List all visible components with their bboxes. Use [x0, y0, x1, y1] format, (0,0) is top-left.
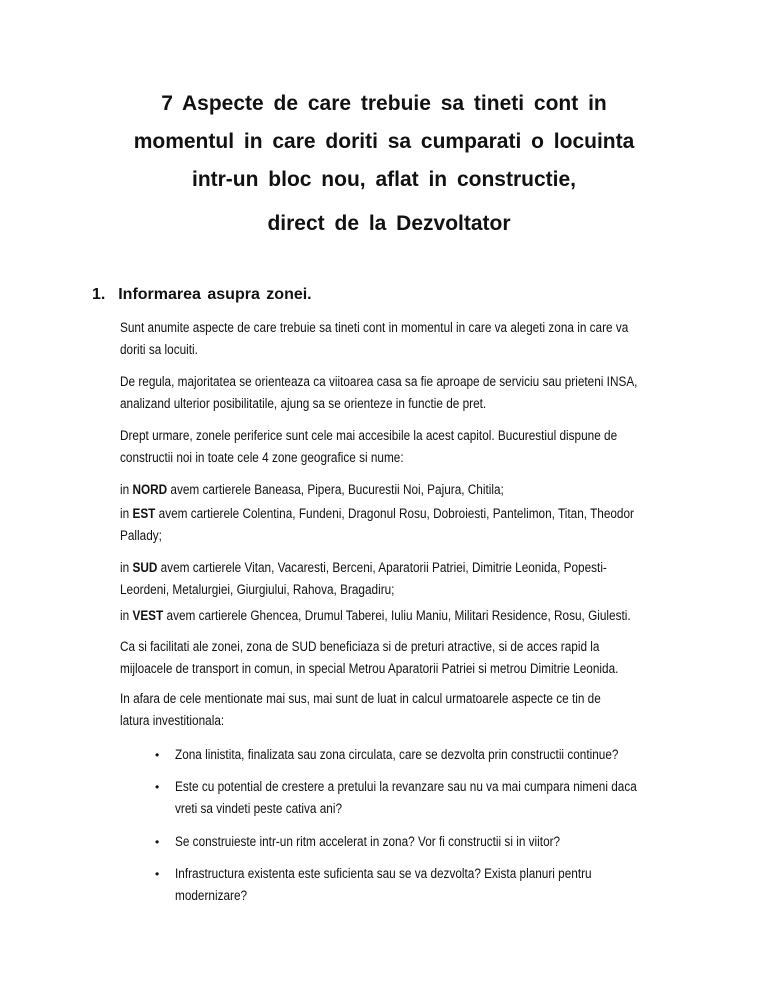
paragraph-line: Sunt anumite aspecte de care trebuie sa tineti cont in momentul in care va alegeti zona in care va [120, 320, 629, 335]
bullet-icon: • [155, 780, 160, 794]
zone-name: EST [132, 506, 156, 521]
paragraph-line: Drept urmare, zonele periferice sunt cele mai accesibile la acest capitol. Bucurestiul dispune de [120, 428, 618, 443]
bullet-item: Infrastructura existenta este suficienta sau se va dezvolta? Exista planuri pentru [175, 866, 592, 881]
zone-text: avem cartierele Vitan, Vacaresti, Berceni, Aparatorii Patriei, Dimitrie Leonida, Popesti- [157, 560, 607, 575]
zone-name: NORD [132, 482, 168, 497]
paragraph-line: Ca si facilitati ale zonei, zona de SUD beneficiaza si de preturi atractive, si de acces rapid la [120, 639, 600, 654]
section-number: 1. [92, 286, 106, 303]
title-line: direct de la Dezvoltator [267, 212, 511, 235]
zone-text: avem cartierele Ghencea, Drumul Taberei, Iuliu Maniu, Militari Residence, Rosu, Giulesti. [163, 608, 631, 623]
zone-name: VEST [132, 608, 164, 623]
title-line: 7 Aspecte de care trebuie sa tineti cont in [161, 92, 607, 115]
paragraph-line: De regula, majoritatea se orienteaza ca viitoarea casa sa fie aproape de serviciu sau prieteni INSA, [120, 374, 638, 389]
section-heading [92, 286, 312, 304]
zone-nord [120, 482, 504, 497]
bullet-item-cont: modernizare? [175, 888, 248, 903]
bullet-item: Este cu potential de crestere a pretului la revanzare sau nu va mai cumpara nimeni daca [175, 779, 637, 794]
zone-vest [120, 608, 631, 623]
zone-text: avem cartierele Baneasa, Pipera, Bucurestii Noi, Pajura, Chitila; [167, 482, 504, 497]
paragraph-line: mijloacele de transport in comun, in special Metrou Aparatorii Patriei si metrou Dimitrie Leonida. [120, 661, 619, 676]
title-line: intr-un bloc nou, aflat in constructie, [191, 168, 576, 191]
section-title: Informarea asupra zonei. [118, 286, 312, 303]
bullet-item: Zona linistita, finalizata sau zona circulata, care se dezvolta prin constructii continue? [175, 747, 619, 762]
zone-est [120, 506, 634, 521]
zone-est-cont: Pallady; [120, 528, 162, 543]
paragraph-line: latura investitionala: [120, 713, 225, 728]
bullet-icon: • [155, 835, 160, 849]
zone-prefix: in [120, 506, 133, 521]
zone-prefix: in [120, 608, 133, 623]
paragraph-line: constructii noi in toate cele 4 zone geografice si nume: [120, 450, 404, 465]
paragraph-line: doriti sa locuiti. [120, 342, 198, 357]
paragraph-line: analizand ulterior posibilitatile, ajung sa se orienteze in functie de pret. [120, 396, 487, 411]
title-line: momentul in care doriti sa cumparati o locuinta [133, 130, 635, 153]
zone-sud [120, 560, 607, 575]
zone-text: avem cartierele Colentina, Fundeni, Dragonul Rosu, Dobroiesti, Pantelimon, Titan, Theodor [155, 506, 634, 521]
zone-sud-cont: Leordeni, Metalurgiei, Giurgiului, Rahova, Bragadiru; [120, 582, 395, 597]
paragraph-line: In afara de cele mentionate mai sus, mai sunt de luat in calcul urmatoarele aspecte ce tin de [120, 691, 601, 706]
bullet-icon: • [155, 748, 160, 762]
bullet-item: Se construieste intr-un ritm accelerat in zona? Vor fi constructii si in viitor? [175, 834, 561, 849]
zone-prefix: in [120, 560, 133, 575]
zone-name: SUD [132, 560, 158, 575]
bullet-item-cont: vreti sa vindeti peste cativa ani? [175, 801, 343, 816]
zone-prefix: in [120, 482, 133, 497]
bullet-icon: • [155, 867, 160, 881]
